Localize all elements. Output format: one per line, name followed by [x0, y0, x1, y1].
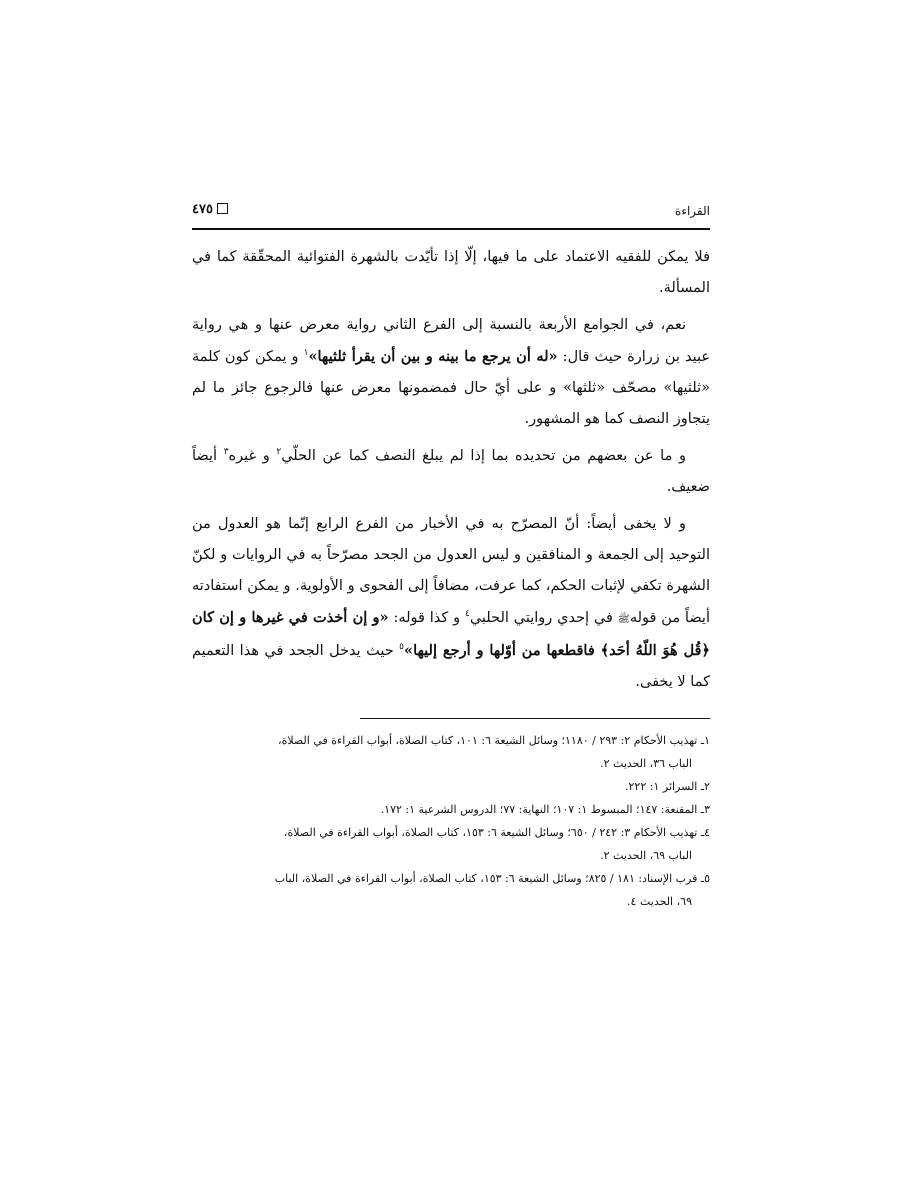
page-header — [192, 190, 710, 226]
text-span: و ما عن بعضهم من تحديده بما إذا لم يبلغ النصف كما عن الحلّي — [281, 448, 686, 464]
text-span: نعم، في الجوامع الأربعة بالنسبة إلى الفرع الثاني رواية معرض عنها و هي رواية عبيد بن زرارة حيث قال: — [192, 317, 710, 365]
salutation-glyph: ﷺ — [617, 614, 630, 625]
running-title: القراءة — [675, 204, 710, 218]
footnotes — [192, 729, 710, 913]
quote: «له أن يرجع ما بينه و بين أن يقرأ ثلثيها» — [308, 348, 558, 365]
text-span: في إحدي روايتي الحلبي — [469, 610, 618, 626]
footnote-1-cont: الباب ٣٦، الحديث ٢. — [600, 757, 692, 770]
footnote-ref[interactable]: ٢ — [276, 447, 282, 458]
header-rule — [192, 228, 710, 230]
footnote-ref[interactable]: ٣ — [223, 447, 229, 458]
text-span: و غيره — [228, 448, 277, 464]
footnote-4-cont: الباب ٦٩، الحديث ٢. — [600, 849, 692, 862]
footnote-5: ٥ـ قرب الإسناد: ١٨١ / ٨٢٥؛ وسائل الشيعة ٦: ١٥٣، كتاب الصلاة، أبواب القراءة في الصلاة، الباب — [274, 872, 710, 885]
footnote-4: ٤ـ تهذيب الأحكام ٣: ٢٤٢ / ٦٥٠؛ وسائل الشيعة ٦: ١٥٣، كتاب الصلاة، أبواب القراءة في الصلاة، — [283, 826, 710, 839]
square-ornament-icon — [217, 203, 228, 214]
text-span: و لا يخفى أيضاً: أنّ المصرّح به في الأخبار من الفرع الرابع إنّما هو العدول من التوحيد إلى الجمعة و المنافقين و ليس العدول من الجحد مصرّحاً به في الروايات و لكنّ الشهرة تكفي لإثبات الحكم، كما عرفت، مضافاً إلى الفحوى و الأولوية. و يمكن استفادته أيضاً من قوله — [192, 516, 710, 626]
book-page — [192, 190, 710, 913]
footnote-ref[interactable]: ١ — [303, 348, 309, 359]
page-number — [192, 202, 228, 217]
main-text — [192, 242, 710, 698]
footnote-ref[interactable]: ٥ — [399, 642, 405, 653]
footnote-5-cont: ٦٩، الحديث ٤. — [627, 895, 692, 908]
footnote-ref[interactable]: ٤ — [465, 609, 470, 620]
paragraph-3 — [192, 441, 710, 503]
footnote-separator — [360, 718, 710, 719]
text-span: و كذا قوله: — [388, 610, 465, 626]
footnote-2: ٢ـ السرائر ١: ٢٢٢. — [625, 780, 710, 793]
footnote-3: ٣ـ المقنعة: ١٤٧؛ المبسوط ١: ١٠٧؛ النهاية: ٧٧؛ الدروس الشرعية ١: ١٧٢. — [380, 803, 710, 816]
paragraph-2 — [192, 310, 710, 435]
footnote-1: ١ـ تهذيب الأحكام ٢: ٢٩٣ / ١١٨٠؛ وسائل الشيعة ٦: ١٠١، كتاب الصلاة، أبواب القراءة في الصلاة، — [278, 734, 710, 747]
paragraph-1: فلا يمكن للفقيه الاعتماد على ما فيها، إلّا إذا تأيّدت بالشهرة الفتوائية المحقّقة كما في المسألة. — [192, 249, 710, 296]
quote: «و إن أخذت في غيرها و إن كان ﴿قُل هُوَ اللّهُ أحَد﴾ فاقطعها من أوّلها و أرجع إليها» — [192, 609, 710, 659]
page-number-value: ٤٧٥ — [192, 202, 213, 217]
text-span: حيث يدخل الجحد في هذا التعميم كما لا يخفى. — [192, 643, 710, 690]
text-span: أيضاً ضعيف. — [192, 448, 710, 495]
paragraph-4 — [192, 509, 710, 698]
text-span: و يمكن كون كلمة «ثلثيها» مصحّف «ثلثها» و على أيّ حال فمضمونها معرض عنها فالرجوع جائز ما لم يتجاوز النصف كما هو المشهور. — [192, 349, 710, 427]
